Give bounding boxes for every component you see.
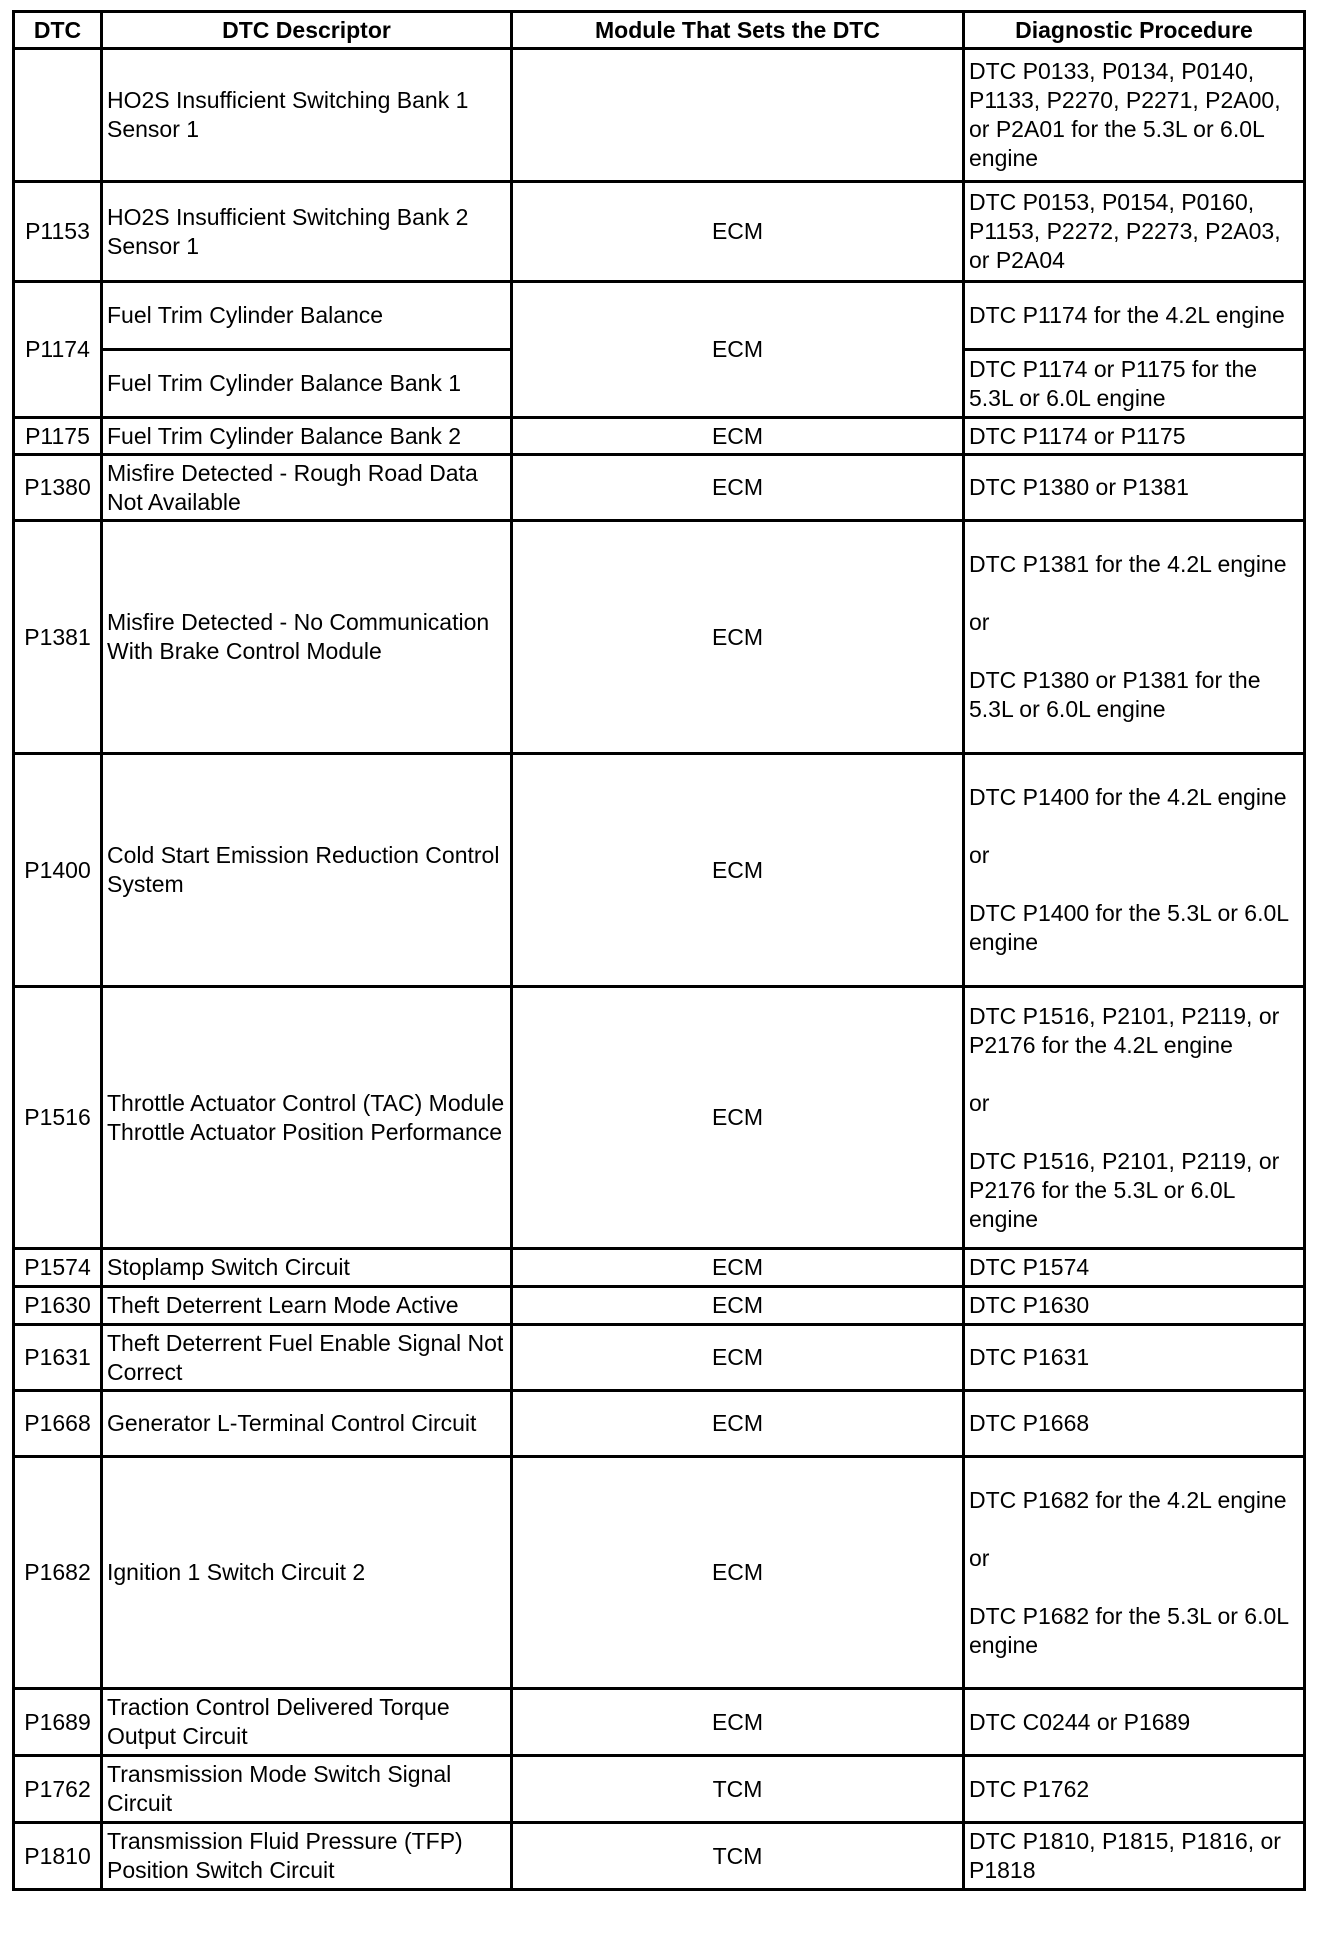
- dtc-code-cell: P1631: [15, 1326, 103, 1392]
- table-row: [15, 1757, 1306, 1824]
- descriptor-cell: Fuel Trim Cylinder Balance: [103, 283, 513, 351]
- table-row: [15, 1690, 1306, 1757]
- module-cell: ECM: [513, 522, 965, 755]
- table-header-row: [15, 13, 1306, 50]
- descriptor-cell: Fuel Trim Cylinder Balance Bank 1: [103, 351, 513, 419]
- document-page: [12, 10, 1306, 1891]
- table-row: [15, 1392, 1306, 1458]
- table-row: [15, 1250, 1306, 1288]
- procedure-cell: DTC C0244 or P1689: [965, 1690, 1306, 1757]
- dtc-code-cell: P1668: [15, 1392, 103, 1458]
- dtc-code-cell: P1682: [15, 1458, 103, 1690]
- procedure-cell: DTC P1810, P1815, P1816, or P1818: [965, 1824, 1306, 1891]
- descriptor-cell: Cold Start Emission Reduction Control System: [103, 755, 513, 988]
- descriptor-cell: HO2S Insufficient Switching Bank 1 Sensor 1: [103, 50, 513, 183]
- header-dtc: DTC: [15, 13, 103, 50]
- descriptor-cell: Generator L-Terminal Control Circuit: [103, 1392, 513, 1458]
- procedure-cell: DTC P1574: [965, 1250, 1306, 1288]
- module-cell: ECM: [513, 456, 965, 522]
- procedure-cell: DTC P1516, P2101, P2119, or P2176 for the 4.2L engine or DTC P1516, P2101, P2119, or P2176 for the 5.3L or 6.0L engine: [965, 988, 1306, 1250]
- procedure-cell: DTC P1381 for the 4.2L engine or DTC P1380 or P1381 for the 5.3L or 6.0L engine: [965, 522, 1306, 755]
- procedure-cell: DTC P1174 or P1175: [965, 419, 1306, 456]
- dtc-code-cell: P1516: [15, 988, 103, 1250]
- descriptor-cell: Throttle Actuator Control (TAC) Module Throttle Actuator Position Performance: [103, 988, 513, 1250]
- header-module: Module That Sets the DTC: [513, 13, 965, 50]
- table-row: [15, 988, 1306, 1250]
- procedure-cell: DTC P1380 or P1381: [965, 456, 1306, 522]
- dtc-code-cell: P1380: [15, 456, 103, 522]
- descriptor-cell: Fuel Trim Cylinder Balance Bank 2: [103, 419, 513, 456]
- module-cell: ECM: [513, 1326, 965, 1392]
- table-row: [15, 1458, 1306, 1690]
- descriptor-cell: Misfire Detected - Rough Road Data Not Available: [103, 456, 513, 522]
- table-row: [15, 1288, 1306, 1326]
- procedure-cell: DTC P1762: [965, 1757, 1306, 1824]
- dtc-code-cell: P1381: [15, 522, 103, 755]
- descriptor-cell: Misfire Detected - No Communication With Brake Control Module: [103, 522, 513, 755]
- table-row: [15, 1824, 1306, 1891]
- dtc-code-cell: P1574: [15, 1250, 103, 1288]
- dtc-code-cell: P1400: [15, 755, 103, 988]
- procedure-cell: DTC P1174 for the 4.2L engine: [965, 283, 1306, 351]
- procedure-cell: DTC P1631: [965, 1326, 1306, 1392]
- procedure-cell: DTC P1630: [965, 1288, 1306, 1326]
- dtc-code-cell: P1174: [15, 283, 103, 419]
- module-cell: ECM: [513, 1250, 965, 1288]
- dtc-code-cell: P1153: [15, 183, 103, 283]
- procedure-cell: DTC P1668: [965, 1392, 1306, 1458]
- header-procedure: Diagnostic Procedure: [965, 13, 1306, 50]
- table-row: [15, 456, 1306, 522]
- descriptor-cell: Theft Deterrent Fuel Enable Signal Not Correct: [103, 1326, 513, 1392]
- module-cell: ECM: [513, 1288, 965, 1326]
- table-row: [15, 183, 1306, 283]
- table-row: [15, 1326, 1306, 1392]
- module-cell: ECM: [513, 1458, 965, 1690]
- dtc-code-cell: [15, 50, 103, 183]
- descriptor-cell: Theft Deterrent Learn Mode Active: [103, 1288, 513, 1326]
- module-cell: ECM: [513, 283, 965, 419]
- module-cell: [513, 50, 965, 183]
- procedure-cell: DTC P0133, P0134, P0140, P1133, P2270, P2271, P2A00, or P2A01 for the 5.3L or 6.0L engine: [965, 50, 1306, 183]
- table-row: [15, 50, 1306, 183]
- module-cell: TCM: [513, 1757, 965, 1824]
- table-row: [15, 522, 1306, 755]
- module-cell: ECM: [513, 988, 965, 1250]
- module-cell: ECM: [513, 183, 965, 283]
- descriptor-cell: Traction Control Delivered Torque Output Circuit: [103, 1690, 513, 1757]
- dtc-code-cell: P1175: [15, 419, 103, 456]
- table-row: [15, 755, 1306, 988]
- dtc-table: [12, 10, 1306, 1891]
- descriptor-cell: HO2S Insufficient Switching Bank 2 Sensor 1: [103, 183, 513, 283]
- module-cell: ECM: [513, 1392, 965, 1458]
- procedure-cell: DTC P1682 for the 4.2L engine or DTC P1682 for the 5.3L or 6.0L engine: [965, 1458, 1306, 1690]
- module-cell: ECM: [513, 755, 965, 988]
- descriptor-cell: Ignition 1 Switch Circuit 2: [103, 1458, 513, 1690]
- descriptor-cell: Stoplamp Switch Circuit: [103, 1250, 513, 1288]
- dtc-code-cell: P1630: [15, 1288, 103, 1326]
- procedure-cell: DTC P0153, P0154, P0160, P1153, P2272, P2273, P2A03, or P2A04: [965, 183, 1306, 283]
- module-cell: ECM: [513, 419, 965, 456]
- header-descriptor: DTC Descriptor: [103, 13, 513, 50]
- procedure-cell: DTC P1174 or P1175 for the 5.3L or 6.0L engine: [965, 351, 1306, 419]
- table-row: [15, 283, 1306, 351]
- descriptor-cell: Transmission Mode Switch Signal Circuit: [103, 1757, 513, 1824]
- procedure-cell: DTC P1400 for the 4.2L engine or DTC P1400 for the 5.3L or 6.0L engine: [965, 755, 1306, 988]
- descriptor-cell: Transmission Fluid Pressure (TFP) Position Switch Circuit: [103, 1824, 513, 1891]
- dtc-code-cell: P1810: [15, 1824, 103, 1891]
- dtc-code-cell: P1689: [15, 1690, 103, 1757]
- module-cell: ECM: [513, 1690, 965, 1757]
- module-cell: TCM: [513, 1824, 965, 1891]
- dtc-code-cell: P1762: [15, 1757, 103, 1824]
- table-row: [15, 419, 1306, 456]
